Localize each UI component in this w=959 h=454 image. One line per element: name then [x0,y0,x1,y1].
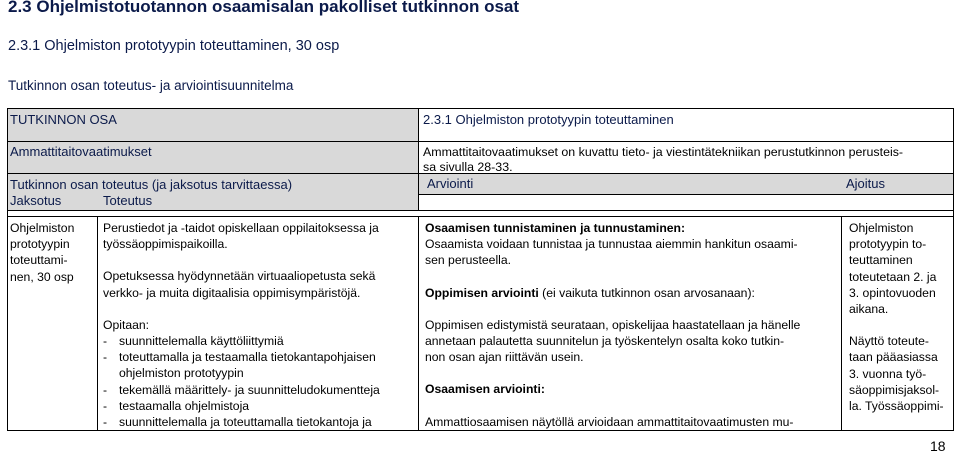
list-item-continuation: ohjelmiston prototyypin [119,366,244,381]
plan-heading: Tutkinnon osan toteutus- ja arviointisuunnitelma [8,78,294,93]
toteutus-header-label: Tutkinnon osan toteutus (ja jaksotus tarvittaessa) [10,177,293,192]
ajoitus-line: 3. opintovuoden [849,285,936,300]
table-right-border [953,108,954,431]
body-col2-divider [418,216,419,431]
jaksotus-line: Ohjelmiston [10,221,75,235]
tutkinnon-osa-label: TUTKINNON OSA [10,112,117,127]
list-item: - suunnittelemalla ja toteuttamalla tietokantoja ja [103,415,372,430]
list-item: - toteuttamalla ja testaamalla tietokantapohjaisen [103,350,376,365]
tunnistaminen-text-line: Osaamista voidaan tunnistaa ja tunnustaa aiemmin hankitun osaami- [425,237,798,252]
ajoitus-line: 3. vuonna työ- [849,366,927,381]
ajoitus-line: teuttaminen [849,253,913,268]
tutkinnon-osa-value: 2.3.1 Ohjelmiston prototyypin toteuttaminen [423,112,674,127]
header-divider [418,108,419,211]
row1-bottom-border [7,141,954,142]
list-item: - testaamalla ohjelmistoja [103,398,250,413]
ajoitus-line: taan pääasiassa [849,350,938,365]
subsection-heading: 2.3.1 Ohjelmiston prototyypin toteuttaminen, 30 osp [8,38,340,54]
oppimisen-arviointi-text-line: Oppimisen edistymistä seurataan, opiskelijaa haastatellaan ja hänelle [425,317,801,332]
arviointi-header: Arviointi [427,176,474,191]
table-top-border [7,108,954,109]
toteutus-p2-line: verkko- ja muita digitaalisia oppimisympäristöjä. [103,285,361,300]
oppimisen-arviointi-heading: Oppimisen arviointi (ei vaikuta tutkinnon osan arvosanaan): [425,285,755,300]
ajoitus-line: toteutetaan 2. ja [849,269,937,284]
toteutus-cell [103,220,380,430]
toteutus-header: Toteutus [103,193,153,208]
ajoitus-line: Näyttö toteute- [849,334,929,349]
jaksotus-header: Jaksotus [10,193,62,208]
tunnistaminen-text-line: sen perusteella. [425,253,512,268]
osaamisen-arviointi-heading: Osaamisen arviointi: [425,382,545,397]
jaksotus-line: toteuttami- [10,253,68,268]
ajoitus-line: säoppimisjaksol- [849,382,940,397]
body-top-border [7,216,954,217]
ajoitus-line: prototyypin to- [849,237,927,252]
list-item: - suunnittelemalla käyttöliittymiä [103,334,284,349]
page-number: 18 [930,438,946,454]
opitaan-label: Opitaan: [103,317,150,332]
ajoitus-line: la. Työssäoppimi- [849,399,944,414]
tunnistaminen-heading: Osaamisen tunnistaminen ja tunnustaminen: [425,221,686,235]
ammattitaitovaatimukset-line2: sa sivulla 28-33. [423,160,513,174]
jaksotus-line: nen, 30 osp [10,269,74,284]
list-item: - tekemällä määrittely- ja suunnitteludokumentteja [103,382,380,397]
osaamisen-arviointi-text: Ammattiosaamisen näytöllä arvioidaan ammattitaitovaatimusten mu- [425,414,794,429]
body-col3-divider [841,216,842,431]
body-col1-divider [97,216,98,431]
header-bottom-border [7,210,954,211]
row3-bottom-border [418,194,954,195]
ammattitaitovaatimukset-line1: Ammattitaitovaatimukset on kuvattu tieto- ja viestintätekniikan perustutkinnon perusteis- [423,145,904,159]
toteutus-p1-line: Perustiedot ja -taidot opiskellaan oppilaitoksessa ja [103,221,379,235]
ammattitaitovaatimukset-value [423,145,903,175]
section-heading: 2.3 Ohjelmistotuotannon osaamisalan pakolliset tutkinnon osat [8,0,520,16]
toteutus-p2-line: Opetuksessa hyödynnetään virtuaaliopetusta sekä [103,269,376,284]
table-left-border [7,108,8,431]
ajoitus-line: aikana. [849,302,889,317]
oppimisen-arviointi-text-line: non osan ajan riittävän usein. [425,350,584,365]
ammattitaitovaatimukset-label: Ammattitaitovaatimukset [10,144,152,159]
ajoitus-line: Ohjelmiston [849,221,914,235]
jaksotus-cell [10,220,74,285]
arviointi-cell [425,220,800,430]
ajoitus-cell [849,220,944,414]
oppimisen-arviointi-text-line: annetaan palautetta suunnitelun ja työskentelyn osalta koko tutkin- [425,334,785,349]
jaksotus-line: prototyypin [10,237,70,252]
toteutus-p1-line: työssäoppimispaikoilla. [103,237,228,252]
ajoitus-header: Ajoitus [846,176,886,191]
